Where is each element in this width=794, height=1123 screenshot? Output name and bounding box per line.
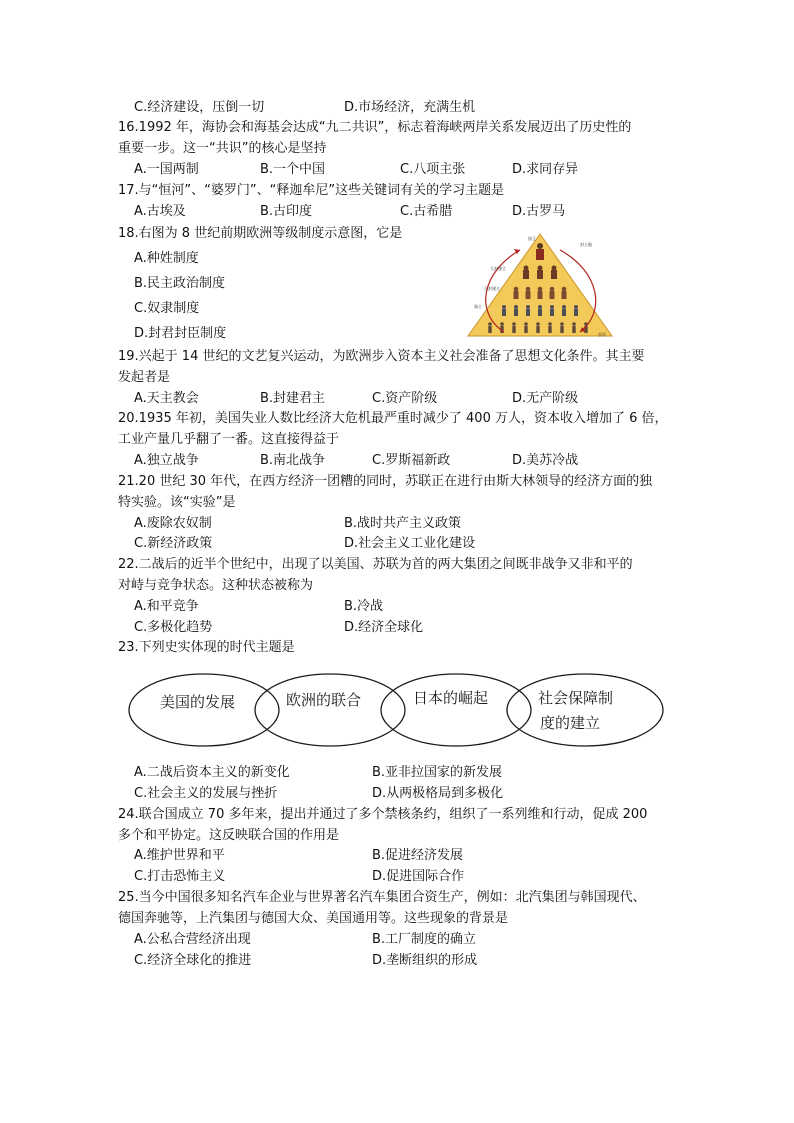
q17-option-c: C.古希腊 (400, 204, 453, 219)
q16-option-b: B.一个中国 (260, 162, 326, 177)
q20-option-c: C.罗斯福新政 (372, 453, 451, 468)
oval-label-social-2: 度的建立 (540, 714, 601, 732)
q19-option-b: B.封建君主 (260, 391, 326, 406)
q21-option-b: B.战时共产主义政策 (344, 516, 462, 531)
q21-stem-1: 21.20 世纪 30 年代，在西方经济一团糟的同时，苏联正在进行由斯大林领导的经济方面的独 (118, 474, 653, 489)
q24-option-c: C.打击恐怖主义 (134, 869, 226, 884)
q25-option-d: D.垄断组织的形成 (372, 953, 478, 968)
q22-option-c: C.多极化趋势 (134, 620, 213, 635)
q22-option-d: D.经济全球化 (344, 620, 424, 635)
q19-stem-2: 发起者是 (118, 370, 171, 385)
q24-option-a: A.维护世界和平 (134, 848, 225, 863)
q23-stem-1: 23.下列史实体现的时代主题是 (118, 640, 295, 655)
q21-option-a: A.废除农奴制 (134, 516, 212, 531)
q24-stem-2: 多个和平协定。这反映联合国的作用是 (118, 828, 340, 843)
q25-stem-1: 25.当今中国很多知名汽车企业与世界著名汽车集团合资生产，例如：北汽集团与韩国现代、 (118, 890, 646, 905)
label-lesser-lords: 小封建主 (484, 286, 500, 291)
label-king: 国王 (528, 236, 536, 241)
q21-option-d: D.社会主义工业化建设 (344, 536, 476, 551)
q24-option-b: B.促进经济发展 (372, 848, 464, 863)
q15-option-c: C.经济建设，压倒一切 (134, 100, 265, 115)
q23-option-a: A.二战后资本主义的新变化 (134, 765, 290, 780)
q20-stem-2: 工业产量几乎翻了一番。这直接得益于 (118, 432, 340, 447)
oval-europe-union (255, 674, 405, 746)
q17-option-a: A.古埃及 (134, 204, 186, 219)
q25-option-c: C.经济全球化的推进 (134, 953, 252, 968)
oval-label-social-1: 社会保障制 (538, 689, 614, 707)
q16-stem-1: 16.1992 年，海协会和海基会达成“九二共识”，标志着海峡两岸关系发展迈出了历史性的 (118, 120, 632, 135)
noble-figures (523, 266, 557, 280)
q18-option-b: B.民主政治制度 (134, 276, 226, 291)
oval-japan-rise (381, 674, 531, 746)
q16-option-a: A.一国两制 (134, 162, 199, 177)
label-grant-land: 封土地 (580, 242, 592, 247)
q23-overlapping-ovals-figure (126, 664, 668, 756)
q19-stem-1: 19.兴起于 14 世纪的文艺复兴运动，为欧洲步入资本主义社会准备了思想文化条件。其主要 (118, 349, 645, 364)
feudal-hierarchy-pyramid-figure (460, 232, 620, 338)
q16-option-c: C.八项主张 (400, 162, 466, 177)
q18-option-a: A.种姓制度 (134, 251, 199, 266)
q20-option-a: A.独立战争 (134, 453, 199, 468)
label-knights: 骑士 (474, 304, 482, 309)
oval-label-japan: 日本的崛起 (413, 689, 489, 707)
q18-option-d: D.封君封臣制度 (134, 326, 227, 341)
q24-option-d: D.促进国际合作 (372, 869, 465, 884)
q19-option-d: D.无产阶级 (512, 391, 579, 406)
oval-label-europe: 欧洲的联合 (286, 691, 362, 709)
q22-stem-2: 对峙与竞争状态。这种状态被称为 (118, 578, 314, 593)
q16-stem-2: 重要一步。这一“共识”的核心是坚持 (118, 141, 327, 156)
q17-option-d: D.古罗马 (512, 204, 566, 219)
q22-option-a: A.和平竞争 (134, 599, 199, 614)
q25-option-a: A.公私合营经济出现 (134, 932, 251, 947)
q20-option-d: D.美苏冷战 (512, 453, 579, 468)
q16-option-d: D.求同存异 (512, 162, 579, 177)
q25-option-b: B.工厂制度的确立 (372, 932, 477, 947)
q21-option-c: C.新经济政策 (134, 536, 213, 551)
q23-option-c: C.社会主义的发展与挫折 (134, 786, 278, 801)
q17-stem-1: 17.与“恒河”、“婆罗门”、“释迦牟尼”这些关键词有关的学习主题是 (118, 183, 505, 198)
q21-stem-2: 特实验。该“实验”是 (118, 495, 236, 510)
label-great-lords: 大封建主 (490, 266, 506, 271)
q17-option-b: B.古印度 (260, 204, 313, 219)
oval-label-us: 美国的发展 (160, 693, 236, 711)
q15-option-d: D.市场经济，充满生机 (344, 100, 476, 115)
q18-option-c: C.奴隶制度 (134, 301, 200, 316)
q20-stem-1: 20.1935 年初，美国失业人数比经济大危机最严重时减少了 400 万人，资本收入增加了 6 倍， (118, 411, 668, 426)
q19-option-a: A.天主教会 (134, 391, 199, 406)
king-figure (536, 243, 544, 260)
q23-option-b: B.亚非拉国家的新发展 (372, 765, 503, 780)
q22-stem-1: 22.二战后的近半个世纪中，出现了以美国、苏联为首的两大集团之间既非战争又非和平的 (118, 557, 633, 572)
q19-option-c: C.资产阶级 (372, 391, 438, 406)
q22-option-b: B.冷战 (344, 599, 384, 614)
label-peasants: 农民 (598, 332, 606, 337)
q24-stem-1: 24.联合国成立 70 多年来，提出并通过了多个禁核条约，组织了一系列维和行动，促成 200 (118, 807, 648, 822)
q18-stem-1: 18.右图为 8 世纪前期欧洲等级制度示意图，它是 (118, 226, 403, 241)
q23-option-d: D.从两极格局到多极化 (372, 786, 504, 801)
q25-stem-2: 德国奔驰等，上汽集团与德国大众、美国通用等。这些现象的背景是 (118, 911, 509, 926)
q20-option-b: B.南北战争 (260, 453, 326, 468)
